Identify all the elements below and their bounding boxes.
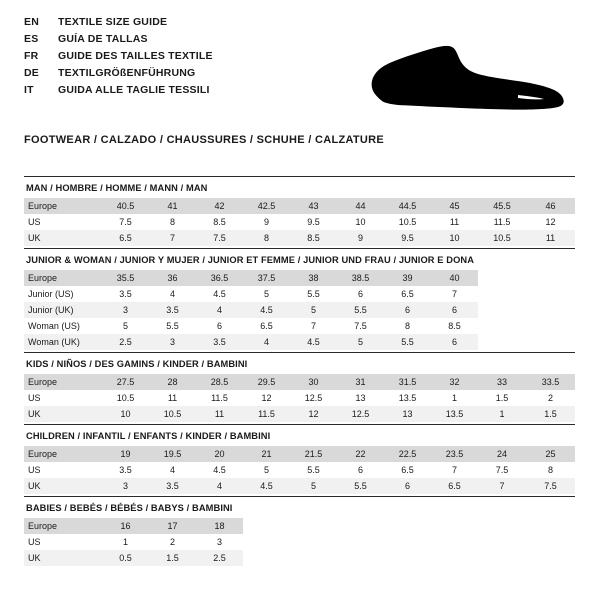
size-cell: [431, 550, 478, 566]
size-cell: 4: [169, 465, 175, 475]
size-cell: 6.5: [260, 321, 273, 331]
size-cell: 24: [478, 446, 526, 462]
size-cell: 6.5: [102, 230, 149, 246]
language-row: [24, 84, 213, 101]
language-title: TEXTILE SIZE GUIDE: [58, 16, 168, 28]
size-table: [24, 374, 575, 422]
size-cell: 6.5: [401, 289, 414, 299]
size-cell: 6.5: [431, 478, 478, 494]
size-cell: 8: [243, 230, 290, 246]
size-cell: 38.5: [337, 270, 384, 286]
size-cell: 30: [290, 374, 337, 390]
size-cell: 7: [149, 230, 196, 246]
row-label: Junior (UK): [24, 302, 102, 318]
table-row: [24, 406, 575, 422]
row-label: Europe: [24, 270, 102, 286]
size-cell: 28: [149, 374, 196, 390]
language-title: TEXTILGRÖßENFÜHRUNG: [58, 67, 196, 79]
page-title: FOOTWEAR / CALZADO / CHAUSSURES / SCHUHE / CALZATURE: [24, 134, 385, 146]
size-cell: 18: [196, 518, 243, 534]
size-cell: 8: [547, 465, 553, 475]
size-cell: [526, 318, 575, 334]
language-code: IT: [24, 84, 34, 96]
size-cell: 38: [290, 270, 337, 286]
size-cell: [243, 550, 290, 566]
table-row: [24, 334, 575, 350]
size-cell: [337, 534, 384, 550]
size-cell: 45.5: [478, 198, 526, 214]
size-cell: 4.5: [213, 289, 226, 299]
size-cell: 5: [263, 465, 269, 475]
row-label: US: [28, 217, 41, 227]
row-label: UK: [24, 550, 102, 566]
size-cell: [478, 270, 526, 286]
size-cell: [478, 550, 526, 566]
size-cell: 13: [355, 393, 366, 403]
size-cell: 5: [263, 289, 269, 299]
language-code: EN: [24, 16, 39, 28]
size-cell: [431, 518, 478, 534]
size-cell: 36.5: [196, 270, 243, 286]
size-cell: 40.5: [102, 198, 149, 214]
size-cell: 46: [526, 198, 575, 214]
size-cell: 2.5: [102, 334, 149, 350]
size-cell: 11.5: [211, 393, 228, 403]
size-table: [24, 198, 575, 246]
size-cell: 3: [102, 302, 149, 318]
size-cell: 44: [337, 198, 384, 214]
size-cell: [290, 518, 337, 534]
size-cell: 10.5: [478, 230, 526, 246]
size-cell: 16: [102, 518, 149, 534]
size-table: [24, 270, 575, 350]
size-cell: 4: [196, 478, 243, 494]
size-cell: [384, 518, 431, 534]
table-row: [24, 374, 575, 390]
size-cell: 28.5: [196, 374, 243, 390]
size-cell: 8.5: [290, 230, 337, 246]
size-cell: 10: [102, 406, 149, 422]
size-cell: 12: [261, 393, 272, 403]
size-cell: 29.5: [243, 374, 290, 390]
size-cell: [290, 534, 337, 550]
size-cell: 19: [102, 446, 149, 462]
size-cell: [526, 270, 575, 286]
size-cell: [526, 534, 575, 550]
size-cell: 4: [169, 289, 175, 299]
table-row: [24, 550, 575, 566]
size-cell: 1: [451, 393, 457, 403]
table-row: [24, 518, 575, 534]
language-code: ES: [24, 33, 39, 45]
size-cell: [526, 286, 575, 302]
size-cell: 10: [355, 217, 366, 227]
size-cell: 9.5: [307, 217, 320, 227]
size-cell: 33: [478, 374, 526, 390]
size-cell: [290, 550, 337, 566]
size-cell: 7: [478, 478, 526, 494]
size-cell: 13.5: [431, 406, 478, 422]
size-cell: 6: [384, 302, 431, 318]
size-cell: 21: [243, 446, 290, 462]
size-cell: [526, 550, 575, 566]
language-row: [24, 33, 213, 50]
size-cell: 42.5: [243, 198, 290, 214]
size-cell: 3: [216, 537, 222, 547]
size-cell: 1.5: [495, 393, 509, 403]
size-cell: 11: [196, 406, 243, 422]
size-cell: 6: [431, 334, 478, 350]
size-cell: 11: [167, 393, 178, 403]
size-cell: [478, 534, 526, 550]
size-cell: [243, 534, 290, 550]
size-cell: 22.5: [384, 446, 431, 462]
language-row: [24, 16, 213, 33]
language-row: [24, 67, 213, 84]
size-cell: 2: [169, 537, 175, 547]
row-label: Junior (US): [28, 289, 74, 299]
row-label: Woman (US): [28, 321, 80, 331]
size-cell: 4.5: [213, 465, 226, 475]
size-cell: [478, 318, 526, 334]
size-cell: 7.5: [526, 478, 575, 494]
size-cell: 4.5: [243, 302, 290, 318]
dress-shoe-icon: [368, 38, 568, 118]
size-cell: 20: [196, 446, 243, 462]
size-cell: [526, 334, 575, 350]
size-cell: [478, 302, 526, 318]
size-cell: [478, 334, 526, 350]
size-cell: 6: [384, 478, 431, 494]
size-cell: 21.5: [290, 446, 337, 462]
size-cell: 12.5: [304, 393, 323, 403]
table-row: [24, 302, 575, 318]
size-cell: 10.5: [149, 406, 196, 422]
size-cell: [478, 286, 526, 302]
size-cell: 5.5: [337, 478, 384, 494]
size-cell: 40: [431, 270, 478, 286]
size-cell: 4: [196, 302, 243, 318]
size-cell: 3.5: [119, 465, 132, 475]
row-label: US: [28, 537, 41, 547]
size-cell: 11.5: [493, 217, 511, 227]
size-cell: 1: [122, 537, 128, 547]
group-title: CHILDREN / INFANTIL / ENFANTS / KINDER / BAMBINI: [26, 431, 271, 441]
size-cell: 7.5: [354, 321, 367, 331]
row-label: UK: [24, 406, 102, 422]
table-row: [24, 462, 575, 478]
size-cell: [384, 550, 431, 566]
size-table: [24, 518, 575, 566]
size-cell: 8.5: [448, 321, 461, 331]
size-cell: 6: [431, 302, 478, 318]
size-cell: 19.5: [149, 446, 196, 462]
size-cell: [337, 518, 384, 534]
size-cell: [337, 550, 384, 566]
size-cell: 35.5: [102, 270, 149, 286]
size-cell: 9: [337, 230, 384, 246]
group-title: KIDS / NIÑOS / DES GAMINS / KINDER / BAMBINI: [26, 359, 248, 369]
size-cell: 3.5: [149, 302, 196, 318]
size-cell: 1.5: [149, 550, 196, 566]
size-cell: 1: [478, 406, 526, 422]
size-cell: 37.5: [243, 270, 290, 286]
size-cell: 31.5: [384, 374, 431, 390]
language-title: GUIDE DES TAILLES TEXTILE: [58, 50, 213, 62]
size-cell: 11: [526, 230, 575, 246]
table-row: [24, 478, 575, 494]
table-row: [24, 390, 575, 406]
size-cell: 8: [169, 217, 175, 227]
row-label: Europe: [24, 198, 102, 214]
size-cell: 4.5: [243, 478, 290, 494]
size-cell: 5: [290, 478, 337, 494]
row-label: UK: [24, 230, 102, 246]
size-cell: 5: [337, 334, 384, 350]
size-cell: 3: [102, 478, 149, 494]
size-cell: 36: [149, 270, 196, 286]
size-cell: 2.5: [196, 550, 243, 566]
size-cell: 10: [431, 230, 478, 246]
group-title: BABIES / BEBÉS / BÉBÉS / BABYS / BAMBINI: [26, 503, 233, 513]
size-cell: 7.5: [196, 230, 243, 246]
size-cell: 13: [384, 406, 431, 422]
size-cell: 41: [149, 198, 196, 214]
size-cell: [384, 534, 431, 550]
size-cell: 6: [357, 465, 363, 475]
size-cell: 31: [337, 374, 384, 390]
size-cell: 33.5: [526, 374, 575, 390]
row-label: Europe: [24, 446, 102, 462]
size-cell: 11: [449, 217, 460, 227]
size-cell: 6: [216, 321, 222, 331]
size-cell: 8: [404, 321, 410, 331]
size-cell: 22: [337, 446, 384, 462]
size-cell: 43: [290, 198, 337, 214]
table-row: [24, 214, 575, 230]
size-cell: 3.5: [149, 478, 196, 494]
table-row: [24, 318, 575, 334]
size-cell: [243, 518, 290, 534]
size-cell: [526, 302, 575, 318]
row-label: Europe: [24, 374, 102, 390]
group-title: JUNIOR & WOMAN / JUNIOR Y MUJER / JUNIOR ET FEMME / JUNIOR UND FRAU / JUNIOR E DONA: [26, 255, 475, 265]
size-cell: 6.5: [401, 465, 414, 475]
size-cell: 23.5: [431, 446, 478, 462]
size-cell: 1.5: [526, 406, 575, 422]
size-tables: [24, 176, 576, 566]
size-cell: 5: [122, 321, 128, 331]
size-cell: 25: [526, 446, 575, 462]
size-cell: 3.5: [119, 289, 132, 299]
size-cell: 0.5: [102, 550, 149, 566]
size-cell: 12.5: [337, 406, 384, 422]
size-cell: 5: [290, 302, 337, 318]
size-cell: 12: [545, 217, 556, 227]
size-cell: 32: [431, 374, 478, 390]
table-row: [24, 198, 575, 214]
size-cell: 5.5: [384, 334, 431, 350]
language-code: DE: [24, 67, 39, 79]
size-cell: 12: [290, 406, 337, 422]
table-row: [24, 446, 575, 462]
table-row: [24, 286, 575, 302]
size-cell: 10.5: [116, 393, 135, 403]
row-label: US: [28, 393, 41, 403]
size-cell: 6: [357, 289, 363, 299]
size-cell: [478, 518, 526, 534]
size-cell: 9: [263, 217, 269, 227]
document-header: [24, 16, 576, 118]
table-row: [24, 534, 575, 550]
size-cell: 44.5: [384, 198, 431, 214]
size-cell: 39: [384, 270, 431, 286]
size-cell: 5.5: [337, 302, 384, 318]
language-row: [24, 50, 213, 67]
size-cell: 13.5: [398, 393, 417, 403]
size-cell: 5.5: [166, 321, 179, 331]
size-cell: 3.5: [196, 334, 243, 350]
size-cell: 7: [451, 465, 457, 475]
table-row: [24, 270, 575, 286]
language-code: FR: [24, 50, 39, 62]
group-title: MAN / HOMBRE / HOMME / MANN / MAN: [26, 183, 208, 193]
size-cell: 5.5: [307, 465, 320, 475]
size-cell: 7: [451, 289, 457, 299]
size-cell: 7.5: [495, 465, 509, 475]
language-title-list: [24, 16, 213, 101]
size-cell: 17: [149, 518, 196, 534]
size-cell: 45: [431, 198, 478, 214]
size-cell: 4: [243, 334, 290, 350]
size-cell: 10.5: [398, 217, 417, 227]
size-cell: [526, 518, 575, 534]
size-cell: 9.5: [384, 230, 431, 246]
size-cell: 3: [149, 334, 196, 350]
table-row: [24, 230, 575, 246]
row-label: Europe: [24, 518, 102, 534]
size-cell: 2: [547, 393, 553, 403]
language-title: GUIDA ALLE TAGLIE TESSILI: [58, 84, 210, 96]
size-table: [24, 446, 575, 494]
row-label: Woman (UK): [24, 334, 102, 350]
size-cell: 5.5: [307, 289, 320, 299]
size-cell: 7.5: [119, 217, 132, 227]
size-cell: 4.5: [290, 334, 337, 350]
size-cell: 8.5: [213, 217, 226, 227]
row-label: UK: [24, 478, 102, 494]
row-label: US: [28, 465, 41, 475]
size-cell: 27.5: [102, 374, 149, 390]
size-cell: 42: [196, 198, 243, 214]
size-cell: 7: [310, 321, 316, 331]
size-cell: [431, 534, 478, 550]
language-title: GUÍA DE TALLAS: [58, 33, 148, 45]
size-cell: 11.5: [243, 406, 290, 422]
